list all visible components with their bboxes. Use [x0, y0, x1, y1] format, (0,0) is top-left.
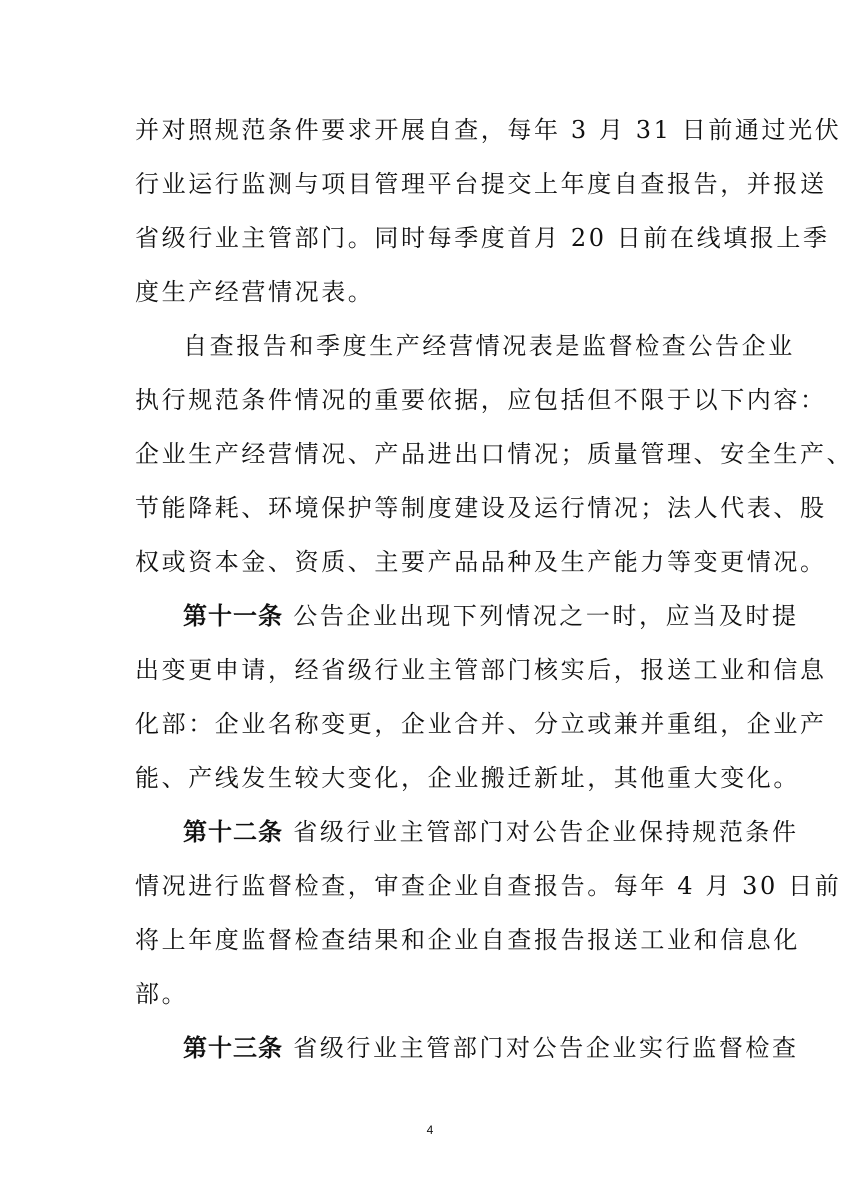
article-12-first-line	[183, 808, 799, 856]
article-13-first-line	[183, 1024, 799, 1072]
article-13-heading: 第十三条	[183, 1034, 283, 1062]
text-line: 自查报告和季度生产经营情况表是监督检查公告企业	[183, 332, 795, 360]
text-line: 省级行业主管部门。同时每季度首月 20 日前在线填报上季	[135, 224, 830, 252]
article-11-first-line	[183, 592, 799, 640]
text-line: 情况进行监督检查，审查企业自查报告。每年 4 月 30 日前	[135, 872, 842, 900]
text-line: 企业生产经营情况、产品进出口情况；质量管理、安全生产、	[135, 440, 854, 468]
text-line: 度生产经营情况表。	[135, 278, 375, 306]
text-line: 执行规范条件情况的重要依据，应包括但不限于以下内容：	[135, 386, 827, 414]
text-line: 能、产线发生较大变化，企业搬迁新址，其他重大变化。	[135, 764, 800, 792]
text-line: 并对照规范条件要求开展自查，每年 3 月 31 日前通过光伏	[135, 116, 842, 144]
text-line: 行业运行监测与项目管理平台提交上年度自查报告，并报送	[135, 170, 827, 198]
text-line: 节能降耗、环境保护等制度建设及运行情况；法人代表、股	[135, 494, 827, 522]
text-line: 化部：企业名称变更，企业合并、分立或兼并重组，企业产	[135, 710, 827, 738]
article-11-heading: 第十一条	[183, 602, 283, 630]
page-number: 4	[426, 1123, 434, 1137]
text-line: 部。	[135, 980, 189, 1008]
text-line: 出变更申请，经省级行业主管部门核实后，报送工业和信息	[135, 656, 827, 684]
text-line: 将上年度监督检查结果和企业自查报告报送工业和信息化	[135, 926, 800, 954]
text-line: 权或资本金、资质、主要产品品种及生产能力等变更情况。	[135, 548, 827, 576]
article-12-text: 省级行业主管部门对公告企业保持规范条件	[283, 818, 799, 846]
article-13-text: 省级行业主管部门对公告企业实行监督检查	[283, 1034, 799, 1062]
article-12-heading: 第十二条	[183, 818, 283, 846]
article-11-text: 公告企业出现下列情况之一时，应当及时提	[283, 602, 799, 630]
